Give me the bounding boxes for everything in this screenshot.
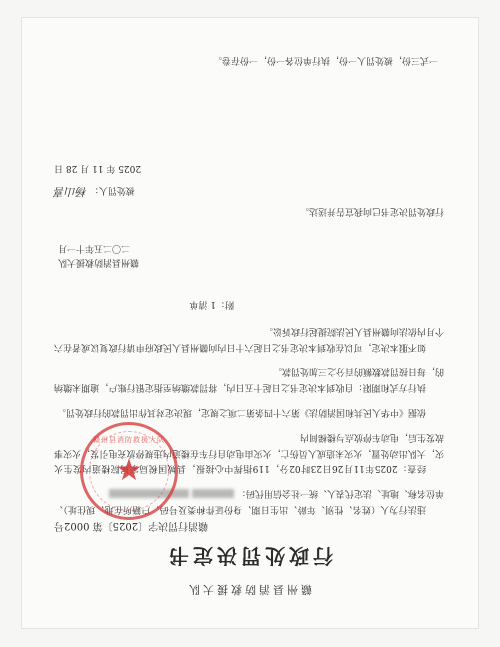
- official-seal: [80, 422, 178, 520]
- seal-text: 赣州县消防救援大队: [93, 436, 165, 444]
- paragraph-remedy: 如不服本决定，可以在收到本决定书之日起六十日内向赣州县人民政府申请行政复议或者在六个月内依法向赣州县人民法院提起行政诉讼。: [54, 325, 444, 352]
- recipient-label: 被处罚人：: [89, 185, 135, 196]
- issuer: 赣州县消防救援大队: [186, 583, 312, 596]
- footer-note: 一式三份，被处罚人一份，执行单位各一份，一份存卷。: [212, 55, 438, 65]
- document-number: 赣消行罚决字〔2025〕第 0002号: [54, 520, 209, 531]
- document-title: 行政处罚决定书: [165, 544, 333, 568]
- delivery-note: 行政处罚决定书已向我宣告并送达。: [299, 206, 444, 217]
- sign-block: [54, 241, 444, 269]
- signer-org: 赣州县消防救援大队: [58, 257, 140, 268]
- redaction: [192, 489, 234, 498]
- sign-date: 二〇二五年十一月: [58, 243, 131, 254]
- star-icon: ★: [115, 453, 143, 488]
- delivery-block: [54, 163, 444, 219]
- recipient-date: 2025 年 11 月 28 日: [54, 163, 142, 174]
- document-body: [54, 163, 444, 598]
- paragraph-party: 违法行为人（姓名、性别、年龄、出生日期、身份证件种类及号码、户籍所在地、现住址）、单位名称、地址、法定代表人、统一社会信用代码：: [54, 488, 444, 514]
- paragraph-basis: 依据《中华人民共和国消防法》第六十四条第二项之规定，现决定对其作出罚款的行政处罚。: [56, 407, 426, 418]
- paragraph-execution: 执行方式和期限：自收到本决定书之日起十五日内，将罚款缴纳至指定银行账户，逾期未缴纳的，每日按罚款数额的百分之三加处罚款。: [54, 366, 444, 393]
- paragraph-facts: 经查：2025年11月26日23时02分，119指挥中心接报，县城国税局家属院楼道内发生火灾，大队出动处置，火灾未造成人员伤亡，火灾由电动自行车在楼道内违规停放充电引发，火灾事故发生后，电动车停放点与楼梯间内: [54, 431, 444, 474]
- recipient-signature: 杨山喜: [54, 185, 87, 199]
- attachment-note: 附：1 清单: [189, 299, 234, 310]
- document-page: [22, 18, 478, 628]
